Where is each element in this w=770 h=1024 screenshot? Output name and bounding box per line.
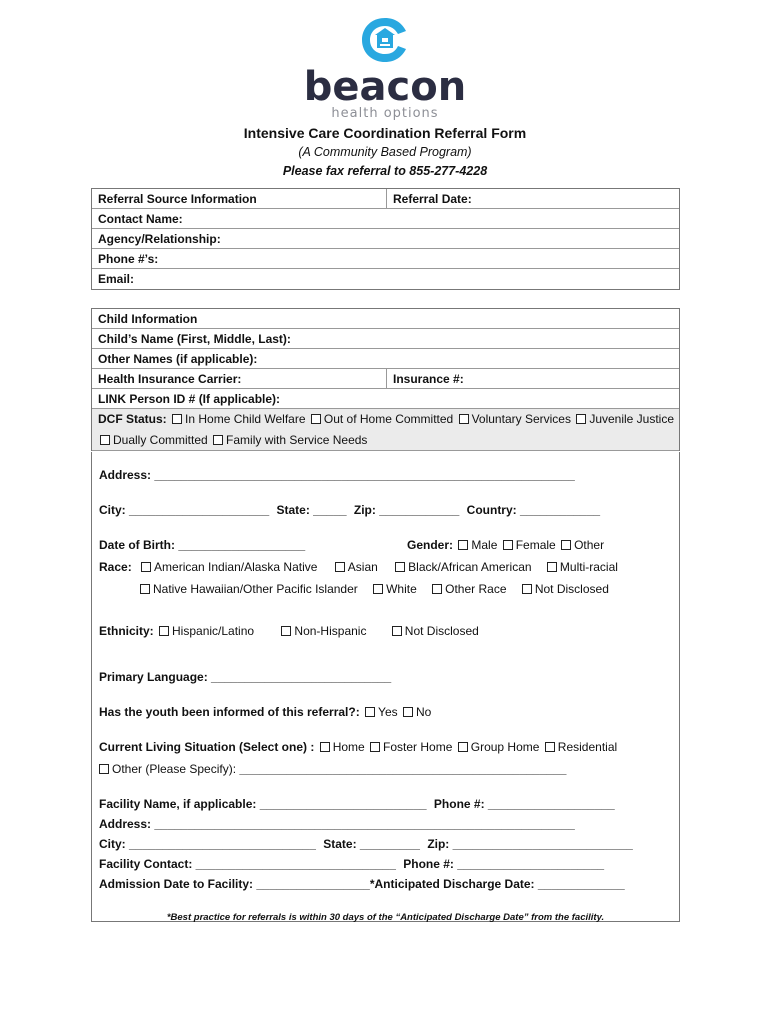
living-checkbox-residential[interactable] — [545, 742, 555, 752]
ethnicity-checkbox-hispanic[interactable] — [159, 626, 169, 636]
race-checkbox-asian[interactable] — [335, 562, 345, 572]
facility-name-field[interactable]: Facility Name, if applicable: _________________________ — [99, 797, 427, 811]
insurance-number-field[interactable]: Insurance #: — [386, 369, 464, 388]
facility-contact-row — [99, 857, 604, 871]
facility-city-row — [99, 837, 633, 851]
dcf-option-label: Voluntary Services — [471, 412, 571, 426]
living-option: Home — [332, 740, 365, 754]
gender-label: Gender: — [407, 538, 454, 552]
link-person-id-field[interactable]: LINK Person ID # (If applicable): — [92, 389, 679, 409]
race-checkbox-black[interactable] — [395, 562, 405, 572]
race-row-2 — [138, 582, 609, 596]
race-checkbox-not-disclosed[interactable] — [522, 584, 532, 594]
ethnicity-option: Non-Hispanic — [294, 624, 367, 638]
state-field[interactable]: State: _____ — [276, 503, 347, 517]
living-situation-row-2 — [99, 762, 566, 776]
dcf-checkbox-family-service-needs[interactable] — [213, 435, 223, 445]
gender-checkbox-female[interactable] — [503, 540, 513, 550]
dcf-option-label: Dually Committed — [113, 433, 208, 447]
facility-contact-field[interactable]: Facility Contact: ______________________________ — [99, 857, 396, 871]
gender-option: Other — [574, 538, 605, 552]
informed-row — [99, 705, 431, 719]
child-name-field[interactable]: Child’s Name (First, Middle, Last): — [92, 329, 679, 349]
facility-address-field[interactable]: Address: _______________________________________________________________ — [99, 817, 575, 831]
living-option: Group Home — [470, 740, 540, 754]
ethnicity-checkbox-non-hispanic[interactable] — [281, 626, 291, 636]
dcf-option-label: Out of Home Committed — [323, 412, 454, 426]
race-option: Black/African American — [408, 560, 532, 574]
primary-language-field[interactable]: Primary Language: ___________________________ — [99, 670, 392, 684]
gender-checkbox-male[interactable] — [458, 540, 468, 550]
ethnicity-row — [99, 624, 479, 638]
race-option: Native Hawaiian/Other Pacific Islander — [153, 582, 358, 596]
informed-option: Yes — [378, 705, 398, 719]
referral-date-field[interactable]: Referral Date: — [386, 189, 472, 208]
race-option: Asian — [347, 560, 378, 574]
facility-city-field[interactable]: City: ____________________________ — [99, 837, 316, 851]
living-checkbox-group-home[interactable] — [458, 742, 468, 752]
facility-phone-field[interactable]: Phone #: ___________________ — [433, 797, 615, 811]
admission-row — [99, 877, 625, 891]
living-checkbox-foster-home[interactable] — [370, 742, 380, 752]
dcf-option-label: Family with Service Needs — [226, 433, 368, 447]
email-field[interactable]: Email: — [98, 272, 135, 286]
facility-zip-field[interactable]: Zip: ___________________________ — [427, 837, 633, 851]
contact-name-field[interactable]: Contact Name: — [92, 209, 679, 229]
dcf-status-row — [92, 409, 679, 451]
race-option: White — [386, 582, 417, 596]
informed-label: Has the youth been informed of this referral?: — [99, 705, 360, 719]
living-checkbox-other[interactable] — [99, 764, 109, 774]
beacon-logo — [0, 16, 770, 122]
city-state-zip-row — [99, 503, 600, 517]
living-situation-label: Current Living Situation (Select one) : — [99, 740, 315, 754]
race-label: Race: — [99, 560, 132, 574]
facility-name-row — [99, 797, 615, 811]
dcf-option-label: In Home Child Welfare — [185, 412, 306, 426]
referral-source-heading: Referral Source Information — [98, 192, 257, 206]
child-info-heading: Child Information — [92, 309, 679, 329]
race-checkbox-american-indian[interactable] — [141, 562, 151, 572]
living-other-specify-field[interactable]: _________________________________________________ — [236, 762, 567, 776]
race-checkbox-white[interactable] — [373, 584, 383, 594]
race-checkbox-other-race[interactable] — [432, 584, 442, 594]
city-field[interactable]: City: _____________________ — [99, 503, 270, 517]
dcf-status-label: DCF Status: — [98, 412, 167, 426]
brand-name: beacon — [303, 64, 467, 110]
insurance-carrier-field[interactable]: Health Insurance Carrier: — [98, 372, 242, 386]
referral-source-row — [92, 189, 679, 209]
dcf-checkbox-dually-committed[interactable] — [100, 435, 110, 445]
gender-option: Female — [515, 538, 556, 552]
race-option: Multi-racial — [559, 560, 618, 574]
race-option: Other Race — [445, 582, 507, 596]
country-field[interactable]: Country: ____________ — [466, 503, 601, 517]
gender-option: Male — [471, 538, 498, 552]
informed-checkbox-no[interactable] — [403, 707, 413, 717]
living-option: Foster Home — [383, 740, 453, 754]
dcf-option-label: Juvenile Justice — [589, 412, 675, 426]
form-subtitle: (A Community Based Program) — [298, 145, 472, 159]
race-row-1 — [99, 560, 618, 574]
dcf-checkbox-voluntary[interactable] — [459, 414, 469, 424]
gender-row — [407, 538, 604, 552]
informed-option: No — [415, 705, 432, 719]
living-option: Residential — [557, 740, 618, 754]
dcf-checkbox-in-home[interactable] — [172, 414, 182, 424]
ethnicity-option: Hispanic/Latino — [172, 624, 255, 638]
insurance-row — [92, 369, 679, 389]
race-option: American Indian/Alaska Native — [154, 560, 318, 574]
phone-field[interactable]: Phone #’s: — [92, 249, 679, 269]
form-title: Intensive Care Coordination Referral Form — [243, 125, 527, 141]
race-option: Not Disclosed — [534, 582, 609, 596]
zip-field[interactable]: Zip: ____________ — [353, 503, 460, 517]
race-checkbox-multi-racial[interactable] — [547, 562, 557, 572]
admission-date-field[interactable]: Admission Date to Facility: _________________ — [99, 877, 370, 891]
fax-instruction: Please fax referral to 855-277-4228 — [282, 164, 488, 178]
dob-field[interactable]: Date of Birth: ___________________ — [99, 538, 306, 552]
living-situation-row-1 — [99, 740, 617, 754]
child-details-section — [91, 452, 680, 922]
facility-contact-phone-field[interactable]: Phone #: ______________________ — [403, 857, 605, 871]
ethnicity-option: Not Disclosed — [404, 624, 479, 638]
dcf-checkbox-out-of-home[interactable] — [311, 414, 321, 424]
address-field[interactable]: Address: _______________________________________________________________ — [99, 468, 575, 482]
best-practice-note: *Best practice for referrals is within 30 days of the “Anticipated Discharge Date” from the facility. — [166, 912, 605, 923]
ethnicity-checkbox-not-disclosed[interactable] — [392, 626, 402, 636]
race-checkbox-native-hawaiian[interactable] — [140, 584, 150, 594]
discharge-date-field[interactable]: *Anticipated Discharge Date: _____________ — [369, 877, 625, 891]
living-checkbox-home[interactable] — [320, 742, 330, 752]
facility-state-field[interactable]: State: _________ — [323, 837, 420, 851]
child-information-table — [91, 308, 680, 451]
informed-checkbox-yes[interactable] — [365, 707, 375, 717]
brand-tagline: health options — [331, 106, 439, 121]
beacon-lighthouse-icon — [357, 16, 413, 66]
agency-relationship-field[interactable]: Agency/Relationship: — [92, 229, 679, 249]
other-names-field[interactable]: Other Names (if applicable): — [92, 349, 679, 369]
gender-checkbox-other[interactable] — [561, 540, 571, 550]
ethnicity-label: Ethnicity: — [99, 624, 154, 638]
living-option-other: Other (Please Specify): — [112, 762, 237, 776]
referral-source-table — [91, 188, 680, 290]
dcf-checkbox-juvenile-justice[interactable] — [576, 414, 586, 424]
